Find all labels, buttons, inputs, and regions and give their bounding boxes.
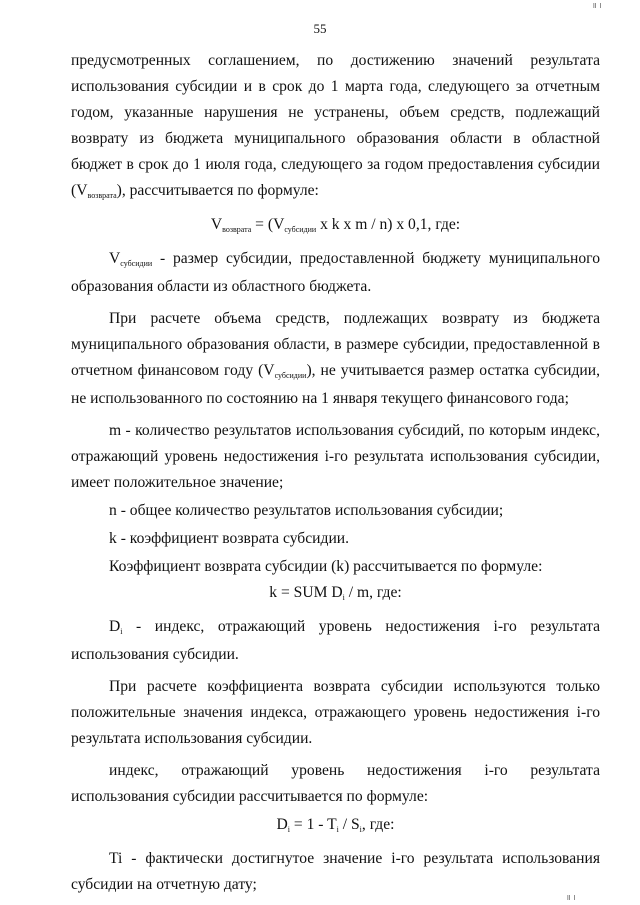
paragraph-text: ), не учитывается размер остатка субсидии, не использованного по состоянию на 1 января текущего финансового года; bbox=[71, 362, 601, 407]
page-number: 55 bbox=[313, 21, 327, 36]
paragraph-text: - размер субсидии, предоставленной бюджету муниципального образования области из областного бюджета. bbox=[71, 250, 600, 295]
paragraph-text: V bbox=[109, 250, 121, 267]
paragraph-positive-values: При расчете коэффициента возврата субсидии используются только положительные значения индекса, отражающего уровень недостижения i-го результата использования субсидии. bbox=[71, 678, 600, 747]
subscript: субсидии bbox=[120, 259, 153, 268]
paragraph-v-subsidy bbox=[71, 246, 600, 300]
paragraph-k-definition: k - коэффициент возврата субсидии. bbox=[109, 530, 350, 547]
paragraph-di-formula-intro: индекс, отражающий уровень недостижения i-го результата использования субсидии рассчитывается по формуле: bbox=[71, 762, 600, 805]
subscript: i bbox=[120, 627, 123, 636]
paragraph-text: D bbox=[109, 618, 121, 635]
subscript: субсидии bbox=[284, 225, 317, 234]
scan-mark-bottom: ॥ । bbox=[566, 893, 576, 902]
formula-part: / m, где: bbox=[344, 584, 402, 601]
paragraph-text: ), рассчитывается по формуле: bbox=[116, 182, 319, 199]
scan-mark-top: ॥ । bbox=[592, 1, 602, 10]
paragraph-ti-definition: Ti - фактически достигнутое значение i-го результата использования субсидии на отчетную дату; bbox=[71, 850, 600, 893]
paragraph-text: - индекс, отражающий уровень недостижения i-го результата использования субсидии. bbox=[71, 618, 600, 663]
formula-v-return bbox=[71, 212, 600, 240]
formula-part: , где: bbox=[361, 816, 395, 833]
subscript: i bbox=[336, 825, 339, 834]
paragraph-di-definition bbox=[71, 614, 600, 668]
formula-part: x k x m / n) x 0,1, где: bbox=[316, 216, 461, 233]
subscript: i bbox=[342, 593, 345, 602]
paragraph-continuation bbox=[71, 48, 600, 206]
paragraph-k-formula-intro: Коэффициент возврата субсидии (k) рассчитывается по формуле: bbox=[109, 558, 543, 575]
subscript: субсидии bbox=[274, 371, 307, 380]
formula-k bbox=[71, 580, 600, 608]
subscript: возврата bbox=[87, 191, 117, 200]
subscript: i bbox=[359, 825, 362, 834]
paragraph-n-definition: n - общее количество результатов использования субсидии; bbox=[109, 502, 504, 519]
paragraph-text: предусмотренных соглашением, по достижению значений результата использования субсидии и в срок до 1 марта года, следующего за отчетным годом, указанные нарушения не устранены, объем средств, подлежащий возврату из бюджета муниципального образования области в областной бюджет в срок до 1 июля года, следующего за годом предоставления субсидии (V bbox=[71, 52, 600, 199]
subscript: i bbox=[287, 825, 290, 834]
subscript: возврата bbox=[222, 225, 252, 234]
formula-part: D bbox=[276, 816, 288, 833]
formula-part: / S bbox=[338, 816, 360, 833]
paragraph-m-definition: m - количество результатов использования субсидий, по которым индекс, отражающий уровень недостижения i-го результата использования субсидии, имеет положительное значение; bbox=[71, 422, 600, 491]
formula-part: k = SUM D bbox=[269, 584, 343, 601]
formula-di bbox=[71, 812, 600, 840]
document-body bbox=[71, 48, 600, 898]
paragraph-calculation-note bbox=[71, 306, 600, 412]
paragraph-text: При расчете объема средств, подлежащих возврату из бюджета муниципального образования области, в размере субсидии, предоставленной в отчетном финансовом году (V bbox=[71, 310, 600, 379]
formula-part: = (V bbox=[251, 216, 285, 233]
formula-part: V bbox=[210, 216, 223, 233]
formula-part: = 1 - T bbox=[289, 816, 337, 833]
